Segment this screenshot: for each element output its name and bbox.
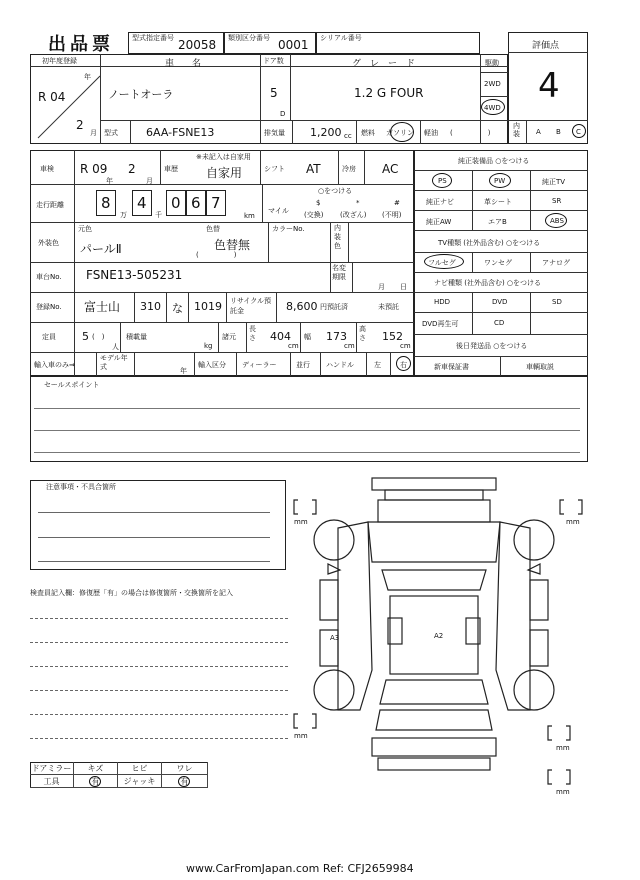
equip-airbag: エアB <box>488 218 507 226</box>
table-jack-label: ジャッキ <box>118 775 162 788</box>
equip-aw: 純正AW <box>426 218 452 226</box>
tamper-label: (改ざん) <box>340 211 367 219</box>
drive-4wd: 4WD <box>484 104 501 112</box>
name-change-month: 月 <box>378 283 385 291</box>
capacity-unit: 人 <box>112 343 119 351</box>
type-value: 6AA-FSNE13 <box>146 126 215 139</box>
first-reg-month-unit: 月 <box>90 129 97 137</box>
recycle-status: 円預託済 <box>320 303 348 311</box>
car-name-value: ノートオーラ <box>108 88 174 101</box>
light-oil-label: 軽油 <box>424 129 438 137</box>
class-code-value: 0001 <box>278 38 309 52</box>
load-label: 積載量 <box>126 333 147 341</box>
equip-leather: 革シート <box>484 198 512 206</box>
footer-watermark: www.CarFromJapan.com Ref: CFJ2659984 <box>186 862 414 875</box>
navi-dvd-play: DVD再生可 <box>422 320 459 328</box>
chassis-label: 車台No. <box>36 273 62 281</box>
orig-color-label: 元色 <box>78 225 92 233</box>
navi-cd: CD <box>494 319 505 327</box>
recycle-amount: 8,600 <box>286 300 318 313</box>
unknown-label: (不明) <box>382 211 402 219</box>
recycle-not: 未預託 <box>378 303 399 311</box>
inspection-month: 2 <box>128 162 136 176</box>
equip-navi: 純正ナビ <box>426 198 454 206</box>
width-value: 173 <box>326 330 347 343</box>
capacity-label: 定員 <box>42 333 56 341</box>
ac-value: AC <box>382 162 399 176</box>
length-label: 長さ <box>249 325 256 342</box>
drive-2wd: 2WD <box>484 80 501 88</box>
color-label: 外装色 <box>38 239 59 247</box>
fuel-circle <box>390 122 414 142</box>
interior-a: A <box>536 128 541 136</box>
disp-value: 1,200 <box>310 126 342 139</box>
equip-sr: SR <box>552 197 562 205</box>
doors-value: 5 <box>270 86 278 100</box>
handle-right-circle <box>396 356 411 371</box>
color-change-label: 色替 <box>206 225 220 233</box>
model-year-label: モデル年式 <box>100 354 128 371</box>
color-no-label: カラーNo. <box>272 225 305 233</box>
reg-place: 富士山 <box>84 300 121 314</box>
mile-label: マイル <box>268 207 289 215</box>
mm-front-left: mm <box>294 518 308 526</box>
mileage-digit-3-text: 0 <box>171 194 181 212</box>
drive-label: 駆動 <box>485 59 499 67</box>
mm-rear-left: mm <box>294 732 308 740</box>
orig-color-value: パールⅡ <box>80 242 122 256</box>
length-value: 404 <box>270 330 291 343</box>
first-reg-divider <box>30 66 100 144</box>
model-code-value: 20058 <box>178 38 217 52</box>
mm-front-right: mm <box>566 518 580 526</box>
equip-ps-circle <box>432 173 452 188</box>
handle-label: ハンドル <box>326 361 354 369</box>
exchange-label: (交換) <box>304 211 324 219</box>
shift-value: AT <box>306 162 321 176</box>
table-tool-label: 工具 <box>30 775 74 788</box>
inspector-label: 検査員記入欄：修復歴「有」の場合は修復箇所・交換箇所を記入 <box>30 589 233 597</box>
sales-point-box <box>30 376 588 462</box>
table-tool-value: 有 <box>74 775 118 788</box>
handle-right: 右 <box>400 361 407 369</box>
history-label: 車歴 <box>164 165 178 173</box>
serial-label: シリアル番号 <box>320 34 362 42</box>
recycle-label: リサイクル預託金 <box>230 297 272 315</box>
equip-pw-circle <box>489 173 511 188</box>
first-reg-year: R 04 <box>38 90 66 104</box>
history-note: ※未記入は自家用 <box>196 153 251 161</box>
navi-dvd: DVD <box>492 298 508 306</box>
class-code-label: 類別区分番号 <box>228 34 270 42</box>
tamper-symbol: * <box>356 199 360 207</box>
tv-analog: アナログ <box>542 259 570 267</box>
history-value: 自家用 <box>206 166 243 180</box>
parallel-option: 並行 <box>296 361 310 369</box>
load-unit: kg <box>204 342 213 350</box>
exchange-symbol: $ <box>316 199 321 207</box>
mileage-label: 走行距離 <box>36 201 64 209</box>
table-header-mirror: ドアミラー <box>30 762 74 775</box>
mileage-man: 万 <box>120 211 127 219</box>
unknown-symbol: # <box>394 199 400 207</box>
doors-sub: D <box>280 110 286 118</box>
interior-label: 内装 <box>513 122 520 138</box>
mark-note: ○をつける <box>318 187 353 195</box>
first-reg-month: 2 <box>76 118 84 132</box>
fuel-label: 燃料 <box>361 129 375 137</box>
shift-label: シフト <box>264 165 285 173</box>
table-header-scratch: キズ <box>74 762 118 775</box>
caution-box <box>30 480 286 570</box>
name-change-label: 名変期限 <box>332 264 346 281</box>
ac-label: 冷房 <box>342 165 356 173</box>
interior-c-circle <box>572 124 586 138</box>
width-unit: cm <box>344 342 355 350</box>
import-label: 輸入車のみ⇒ <box>34 361 75 369</box>
first-reg-year-unit: 年 <box>84 73 91 81</box>
disp-unit: cc <box>344 132 352 140</box>
mileage-digit-4-text: 6 <box>191 194 201 212</box>
doors-label: ドア数 <box>263 57 284 65</box>
rating-value: 4 <box>538 66 560 106</box>
mileage-km: km <box>244 212 255 220</box>
table-header-break: ワレ <box>162 762 208 775</box>
tool-value-circle <box>89 776 101 787</box>
later-warranty: 新車保証書 <box>434 363 469 371</box>
mm-rear-right: mm <box>556 744 570 752</box>
mm-spare: mm <box>556 788 570 796</box>
first-reg-label: 初年度登録 <box>42 57 77 65</box>
equip-title: 純正装備品 ○をつける <box>458 157 530 165</box>
mileage-sen: 千 <box>155 211 162 219</box>
equip-tv: 純正TV <box>542 178 566 186</box>
fuel-value: ガソリン <box>386 129 414 137</box>
damage-mark-a3: A3 <box>330 634 340 642</box>
interior-b: B <box>556 128 561 136</box>
inspection-month-unit: 月 <box>146 177 153 185</box>
interior-c: C <box>576 128 581 136</box>
later-manual: 車輌取説 <box>526 363 554 371</box>
model-year-unit: 年 <box>180 367 187 375</box>
navi-sd: SD <box>552 298 562 306</box>
equip-abs-circle <box>545 213 567 228</box>
color-change-value: 色替無 <box>214 238 251 252</box>
rating-label: 評価点 <box>532 41 560 51</box>
capacity-value: 5 <box>82 330 89 343</box>
color-paren: ( ) <box>196 251 237 259</box>
inspection-year-unit: 年 <box>106 177 113 185</box>
equip-ps: PS <box>438 177 447 185</box>
equip-abs: ABS <box>550 217 564 225</box>
table-jack-value: 有 <box>162 775 208 788</box>
tv-fullseg-circle <box>424 254 464 269</box>
int-color-label: 内装色 <box>334 224 341 250</box>
sales-point-label: セールスポイント <box>44 381 100 389</box>
model-code-label: 型式指定番号 <box>132 34 174 42</box>
reg-number: 1019 <box>194 300 222 313</box>
caution-label: 注意事項・不具合箇所 <box>46 483 116 491</box>
height-value: 152 <box>382 330 403 343</box>
table-header-crack: ヒビ <box>118 762 162 775</box>
grade-label: グ レ ー ド <box>352 59 416 69</box>
name-change-day: 日 <box>400 283 407 291</box>
mileage-digit-5-text: 7 <box>211 194 221 212</box>
drive-4wd-circle <box>481 99 505 115</box>
inspection-value: R 09 <box>80 162 108 176</box>
type-label: 型式 <box>104 129 118 137</box>
height-unit: cm <box>400 342 411 350</box>
damage-mark-a2: A2 <box>434 632 444 640</box>
tv-fullseg: フルセグ <box>428 259 456 267</box>
reg-kana: な <box>172 302 183 315</box>
navi-title: ナビ種類 (社外品含む) ○をつける <box>434 279 542 287</box>
registration-label: 登録No. <box>36 303 62 311</box>
height-label: 高さ <box>359 325 366 342</box>
inspection-label: 車検 <box>40 165 54 173</box>
dims-label: 諸元 <box>222 333 236 341</box>
form-title: 出品票 <box>48 34 114 55</box>
fuel-paren: ( ) <box>450 129 491 137</box>
dealer-option: ディーラー <box>242 361 277 369</box>
width-label: 幅 <box>304 333 311 341</box>
grade-value: 1.2 G FOUR <box>354 86 424 100</box>
reg-class: 310 <box>140 300 161 313</box>
tv-title: TV種類 (社外品含む) ○をつける <box>438 239 541 247</box>
capacity-paren: ( ) <box>92 333 105 341</box>
chassis-value: FSNE13-505231 <box>86 268 183 282</box>
import-type-label: 輸入区分 <box>198 361 226 369</box>
handle-left: 左 <box>374 361 381 369</box>
equip-pw: PW <box>494 177 506 185</box>
disp-label: 排気量 <box>264 129 285 137</box>
jack-value-circle <box>178 776 190 787</box>
tv-oneseg: ワンセグ <box>484 259 512 267</box>
later-title: 後日発送品 ○をつける <box>456 342 528 350</box>
mileage-digit-2-text: 4 <box>137 194 147 212</box>
mileage-digit-1-text: 8 <box>101 194 111 212</box>
navi-hdd: HDD <box>434 298 451 306</box>
length-unit: cm <box>288 342 299 350</box>
car-name-label: 車 名 <box>165 59 202 69</box>
